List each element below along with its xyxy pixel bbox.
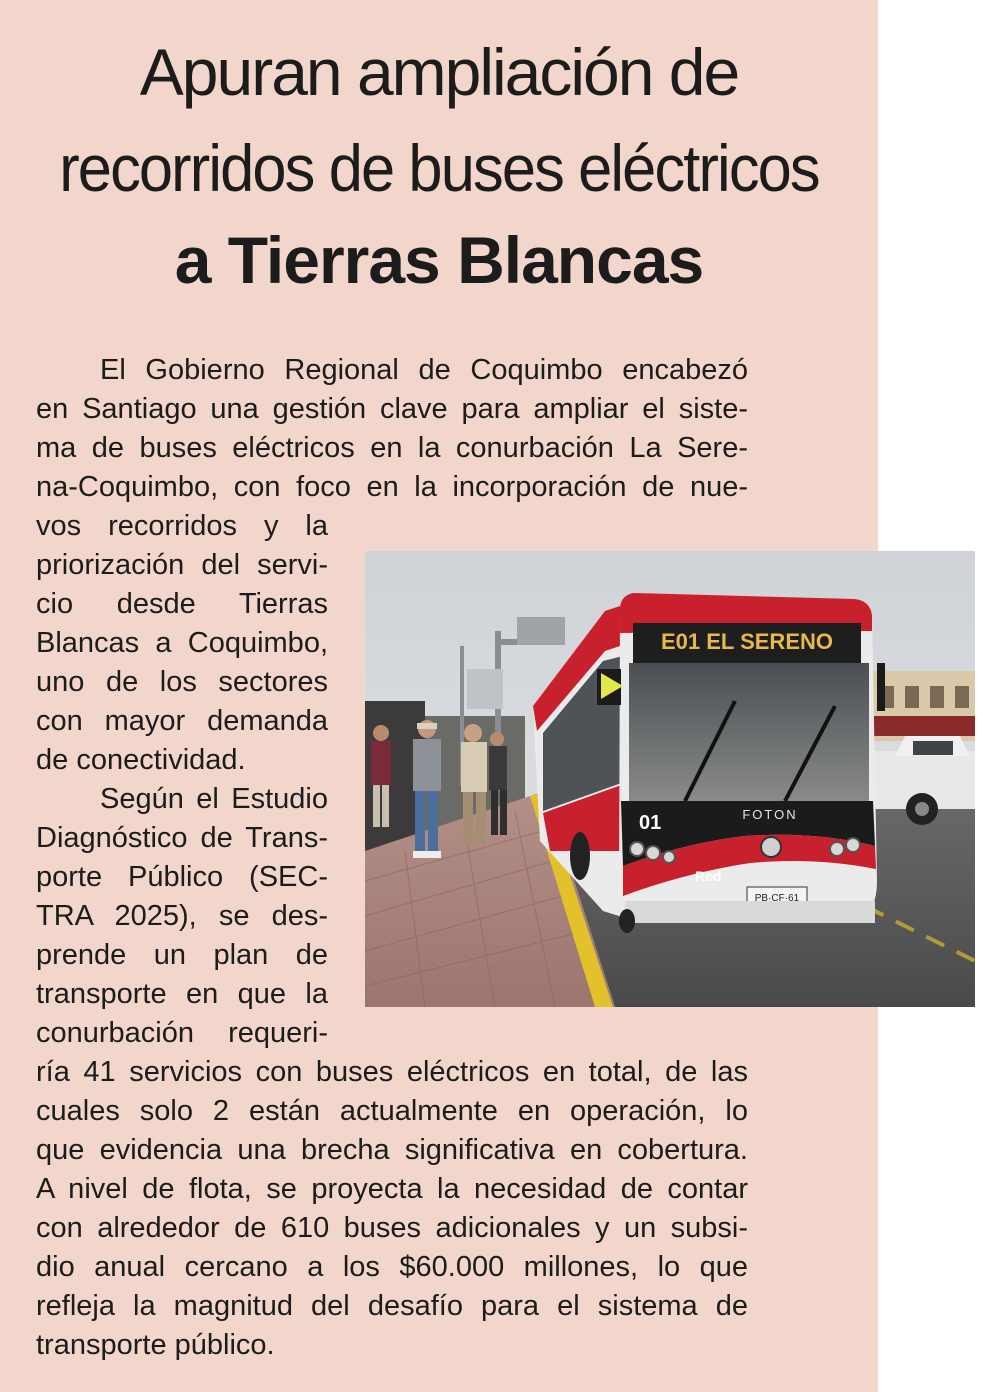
body-line: en Santiago una gestión clave para ampliar el siste- bbox=[36, 393, 748, 425]
body-line: vos recorridos y la bbox=[36, 510, 328, 542]
body-line: conurbación requeri- bbox=[36, 1017, 328, 1049]
body-line: con alrededor de 610 buses adicionales y un subsi- bbox=[36, 1212, 748, 1244]
body-line: A nivel de flota, se proyecta la necesidad de contar bbox=[36, 1173, 748, 1205]
body-line: refleja la magnitud del desafío para el sistema de bbox=[36, 1290, 748, 1322]
body-line: que evidencia una brecha significativa en cobertura. bbox=[36, 1134, 748, 1166]
body-line: ma de buses eléctricos en la conurbación La Sere- bbox=[36, 432, 748, 464]
body-line: transporte en que la bbox=[36, 978, 328, 1010]
body-line: cuales solo 2 están actualmente en operación, lo bbox=[36, 1095, 748, 1127]
body-line: Diagnóstico de Trans- bbox=[36, 822, 328, 854]
body-line: TRA 2025), se des- bbox=[36, 900, 328, 932]
body-line: uno de los sectores bbox=[36, 666, 328, 698]
headline-line-2: recorridos de buses eléctricos bbox=[59, 131, 819, 205]
body-line: porte Público (SEC- bbox=[36, 861, 328, 893]
body-line: de conectividad. bbox=[36, 744, 246, 776]
bus-photo-illustration bbox=[365, 551, 975, 1007]
body-line: na-Coquimbo, con foco en la incorporación de nue- bbox=[36, 471, 748, 503]
bus-number: 01 bbox=[639, 812, 662, 834]
bus-destination-sign: E01 EL SERENO bbox=[661, 629, 833, 654]
bus-photo bbox=[365, 551, 975, 1007]
bus-brand: FOTON bbox=[742, 807, 798, 822]
body-line: con mayor demanda bbox=[36, 705, 328, 737]
body-line: prende un plan de bbox=[36, 939, 328, 971]
body-line: transporte público. bbox=[36, 1329, 275, 1361]
body-line: Según el Estudio bbox=[100, 783, 328, 815]
body-line: Blancas a Coquimbo, bbox=[36, 627, 328, 659]
bus-logo: Red bbox=[695, 868, 722, 884]
body-line: dio anual cercano a los $60.000 millones, lo que bbox=[36, 1251, 748, 1283]
body-line: cio desde Tierras bbox=[36, 588, 328, 620]
body-line: priorización del servi- bbox=[36, 549, 328, 581]
bus-plate: PB·CF·61 bbox=[754, 893, 800, 904]
body-line: ría 41 servicios con buses eléctricos en total, de las bbox=[36, 1056, 748, 1088]
headline-line-1: Apuran ampliación de bbox=[139, 35, 739, 109]
body-line: El Gobierno Regional de Coquimbo encabezó bbox=[100, 354, 748, 386]
headline-line-3: a Tierras Blancas bbox=[174, 223, 704, 297]
